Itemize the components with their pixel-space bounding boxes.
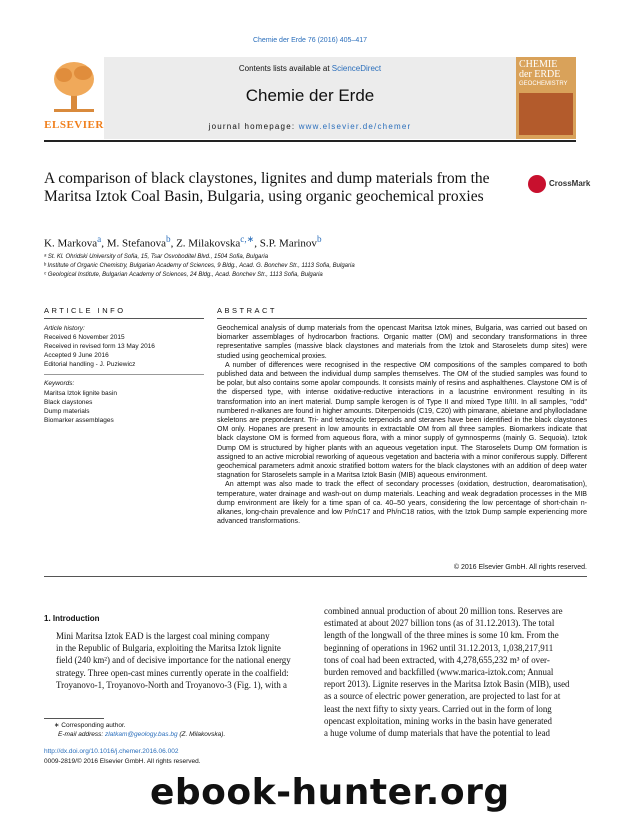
journal-name: Chemie der Erde — [245, 86, 375, 105]
cover-subtitle: GEOCHEMISTRY — [519, 81, 568, 87]
text-line: combined annual production of about 20 million tons. Reserves are — [324, 606, 563, 616]
homepage-prefix: journal homepage: — [208, 122, 299, 131]
divider — [44, 318, 204, 319]
cover-title-line-2: der ERDE — [519, 69, 561, 80]
history-item: Received in revised form 13 May 2016 — [44, 343, 155, 350]
text-line: strategy. Three open-cast mines currently operate in the coalfield: — [56, 667, 289, 678]
elsevier-logo[interactable] — [44, 57, 104, 139]
journal-citation[interactable]: Chemie der Erde 76 (2016) 405–417 — [252, 37, 368, 44]
text-line: as a source of electric power generation, are projected to last for at — [324, 691, 561, 702]
contents-line — [104, 64, 516, 73]
issn-line: 0009-2819/© 2016 Elsevier GmbH. All rights reserved. — [44, 758, 201, 765]
section-heading: 1. Introduction — [44, 614, 100, 623]
abstract-paragraph: An attempt was also made to track the effect of secondary processes (oxidation, destruction, dearomatisation), temperature, water drainage and wash-out on dump materials. Leaching and weak degradation processes in the MIB dump environment are likely for a time span of ca. 40–50 years, considering the low percentage of short-chain n-alkanes, long-chain prevalence and low Pr/nC17 and Ph/nC18 ratios, with the Iztok Dump sample experiencing more advanced transformations. — [217, 481, 587, 526]
author-affiliation-mark[interactable]: b — [166, 234, 171, 244]
abstract-paragraph: A number of differences were recognised in the respective OM compositions of the samples compared to both published data and between the individual dump samples themselves. The OM of the studied samples was found to be polar, but also contains some apolar compounds. It consists mainly of resins and asphalthenes. Claystone OM is of the dispersed type, with intense oxidative-reductive interactions in a lacustrine environment resulting in its transformation into an inert material. Dump sample kerogen is of Type II and mixed Type II/III. In all samples, "odd" numbered n-alkanes are found in higher amounts. Diterpenoids (C19, C20) with pimarane, abietane and phyllocladane skeletons are preponderant. Tri- and tetracyclic terpenoids and steranes have been identified in the black claystones OM only. Hopanes are present in low amounts in extractable OM from all three samples. Biomarkers indicate that black claystone OM is formed from aqueous flora, with a minor supply of gymnosperms (mainly G. Sequoia). Iztok Dump OM is structured by higher plants with an aqueous vegetation input. The Staroselets Dump OM formation is assigned to an active microbial reworking of aqueous vegetation and bacteria with a minor coniferous supply. Different geochemical parameters admit anoxic stratified bottom waters for the black claystones with an addition of deep water stagnation for Staroselets sample in a Maritsa Iztok Basin (MIB) aqueous environment. — [217, 361, 587, 480]
keyword: Black claystones — [44, 399, 93, 406]
text-line: a huge volume of dump materials that have the potential to lead — [324, 728, 550, 739]
author-affiliation-mark[interactable]: b — [316, 234, 322, 244]
author-list: K. Markova$^a$, M. Stefanova$^b$, Z. Milakovska$^{c,∗}$, S.P. Marinov$^b$ — [44, 234, 322, 250]
text-line: length of the longwall of the three mines is some 10 km. From the — [324, 630, 559, 641]
divider — [44, 576, 587, 577]
text-line: report 2013). Lignite reserves in the Maritsa Iztok Basin (MIB), used — [324, 679, 570, 690]
history-heading: Article history: — [44, 325, 85, 332]
history-item: Editorial handling - J. Puziewicz — [44, 361, 136, 368]
cover-image — [519, 93, 573, 135]
tree-icon — [50, 59, 98, 115]
footnote-divider — [44, 718, 104, 719]
body-column-right — [324, 605, 588, 739]
homepage-line — [104, 122, 516, 131]
affiliation: ᵃ St. Kl. Ohridski University of Sofia, 15, Tsar Osvoboditel Blvd., 1504 Sofia, Bulgaria — [44, 254, 269, 260]
contents-prefix: Contents lists available at — [238, 64, 332, 73]
crossmark-label: CrossMark — [549, 179, 591, 188]
abstract-body — [217, 324, 587, 526]
author-affiliation-mark[interactable]: a — [97, 234, 102, 244]
article-title: A comparison of black claystones, lignites and dump materials from the Maritsa Iztok Coal Basin, Bulgaria, using organic geochemical proxies — [44, 170, 490, 205]
author-name: K. Markova — [44, 237, 98, 250]
masthead-divider — [44, 140, 576, 142]
history-item: Accepted 9 June 2016 — [44, 352, 109, 359]
affiliation: ᶜ Geological Institute, Bulgarian Academy of Sciences, 24 Bldg., Acad. Bonchev Str., 1113 Sofia, Bulgaria — [44, 272, 323, 278]
text-line: beginning of operations in 1962 until 31.12.2013, 1,038,217,911 — [324, 642, 554, 653]
text-line: in the Republic of Bulgaria, exploiting the Maritsa Iztok lignite — [56, 643, 281, 654]
author-affiliation-mark[interactable]: c,∗ — [240, 234, 255, 244]
keywords-heading: Keywords: — [44, 380, 75, 387]
abstract-heading: ABSTRACT — [217, 306, 278, 315]
author-name: S.P. Marinov — [259, 237, 317, 250]
journal-cover[interactable] — [516, 57, 576, 139]
text-line: burden removed and backfilled (www.marica-iztok.com; Annual — [324, 667, 554, 678]
text-line: tons of coal had been extracted, with 4,278,655,232 m³ of over- — [324, 654, 550, 665]
corresponding-author-note: ∗ Corresponding author. — [54, 722, 126, 729]
article-info-heading: ARTICLE INFO — [44, 306, 126, 315]
text-line: opencast exploitation, mining works in the basin have generated — [324, 715, 552, 726]
keyword: Maritsa Iztok lignite basin — [44, 390, 117, 397]
doi-link[interactable]: http://dx.doi.org/10.1016/j.chemer.2016.06.002 — [44, 748, 179, 755]
elsevier-wordmark: ELSEVIER — [44, 119, 104, 131]
keyword: Dump materials — [44, 408, 90, 415]
watermark-text: ebook-hunter.org — [150, 772, 510, 813]
history-item: Received 6 November 2015 — [44, 334, 125, 341]
email-note — [58, 731, 225, 738]
crossmark-icon — [528, 175, 546, 193]
copyright-notice: © 2016 Elsevier GmbH. All rights reserved. — [453, 564, 587, 571]
email-suffix: (Z. Milakovska). — [177, 731, 226, 738]
text-line: estimated at about 2027 billion tons (as of 31.12.2013). The total — [324, 618, 555, 629]
cover-title-line-1: CHEMIE — [519, 59, 558, 70]
text-line: least the next fifty to sixty years. Carried out in the form of long — [324, 703, 552, 714]
email-link[interactable]: zlatkam@geology.bas.bg — [104, 731, 178, 738]
abstract-paragraph: Geochemical analysis of dump materials from the opencast Maritsa Iztok mines, Bulgaria, was carried out based on biomarker assemblages of hydrocarbon fractions. Organic matter (OM) and secondary transformations in three representative samples (massive black claystones and materials from the Iztok and Staroselets dump sites) were studied using geochemical proxies. — [217, 325, 587, 360]
divider — [44, 374, 204, 375]
text-line: Mini Maritsa Iztok EAD is the largest coal mining company — [56, 631, 270, 641]
body-column-left — [44, 630, 306, 691]
email-label: E-mail address: — [58, 731, 105, 738]
text-line: Troyanovo-1, Troyanovo-North and Troyanovo-3 (Fig. 1), with a — [56, 679, 287, 690]
affiliation: ᵇ Institute of Organic Chemistry, Bulgarian Academy of Sciences, 9 Bldg., Acad. G. Bonchev Str., 1113 Sofia, Bulgaria — [44, 263, 355, 269]
keyword: Biomarker assemblages — [44, 417, 114, 424]
author-name: M. Stefanova — [106, 237, 166, 250]
text-line: field (240 km²) and of decisive importance for the national energy — [56, 655, 291, 666]
homepage-link[interactable]: www.elsevier.de/chemer — [298, 122, 412, 131]
divider — [217, 318, 587, 319]
crossmark-badge[interactable] — [528, 175, 590, 195]
cover-title — [519, 60, 560, 80]
author-name: Z. Milakovska — [176, 237, 241, 250]
sciencedirect-link[interactable]: ScienceDirect — [331, 64, 382, 73]
